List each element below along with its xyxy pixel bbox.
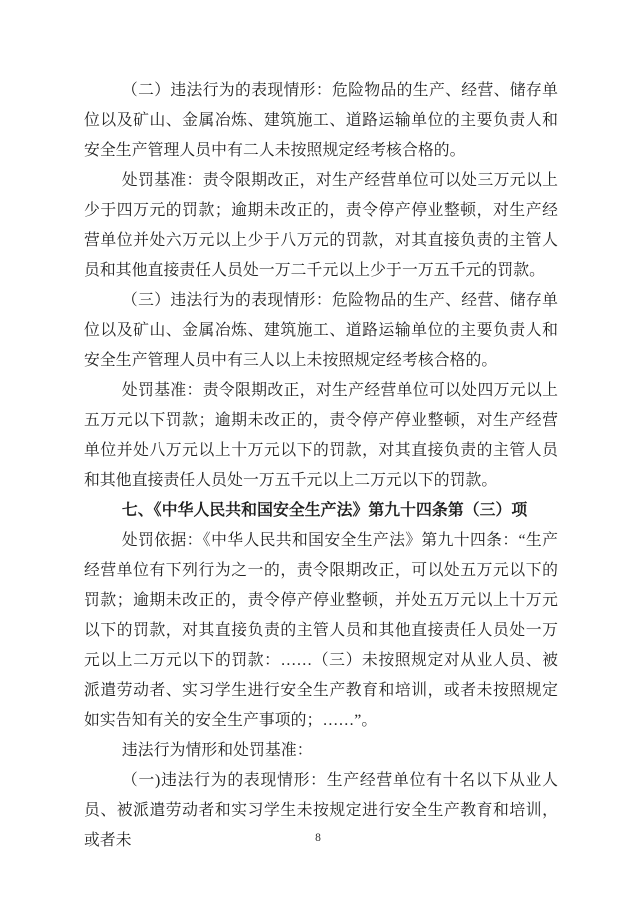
paragraph-penalty-basis-3: 处罚基准：责令限期改正，对生产经营单位可以处四万元以上五万元以下罚款；逾期未改正的，责令停产停业整顿，对生产经营单位并处八万元以上十万元以下的罚款，对其直接负责的主管人员和其他直接责任人员处一万五千元以上二万元以下的罚款。 [84, 382, 558, 489]
document-content [84, 76, 558, 856]
paragraph-penalty-legal-basis: 处罚依据：《中华人民共和国安全生产法》第九十四条：“生产经营单位有下列行为之一的，责令限期改正，可以处五万元以下的罚款；逾期未改正的，责令停产停业整顿，并处五万元以上十万元以下的罚款，对其直接负责的主管人员和其他直接责任人员处一万元以上二万元以下的罚款：……（三）未按照规定对从业人员、被派遣劳动者、实习学生进行安全生产教育和培训，或者未按照规定如实告知有关的安全生产事项的；……”。 [84, 532, 558, 729]
paragraph-violation-and-penalty-label: 违法行为情形和处罚基准： [121, 742, 313, 759]
paragraph-violation-case-2: （二）违法行为的表现情形：危险物品的生产、经营、储存单位以及矿山、金属冶炼、建筑施工、道路运输单位的主要负责人和安全生产管理人员中有二人未按照规定经考核合格的。 [84, 82, 558, 159]
section-heading-article-94-item-3: 七、《中华人民共和国安全生产法》第九十四条第（三）项 [121, 502, 528, 519]
paragraph-penalty-basis-2: 处罚基准：责令限期改正，对生产经营单位可以处三万元以上少于四万元的罚款；逾期未改正的，责令停产停业整顿，对生产经营单位并处六万元以上少于八万元的罚款，对其直接负责的主管人员和其他直接责任人员处一万二千元以上少于一万五千元的罚款。 [84, 172, 558, 279]
paragraph-violation-case-1: （一)违法行为的表现情形：生产经营单位有十名以下从业人员、被派遣劳动者和实习学生未按规定进行安全生产教育和培训，或者未 [84, 772, 558, 849]
paragraph-violation-case-3: （三）违法行为的表现情形：危险物品的生产、经营、储存单位以及矿山、金属冶炼、建筑施工、道路运输单位的主要负责人和安全生产管理人员中有三人以上未按照规定经考核合格的。 [84, 292, 558, 369]
page-number: 8 [315, 832, 321, 844]
page-footer [0, 828, 636, 846]
